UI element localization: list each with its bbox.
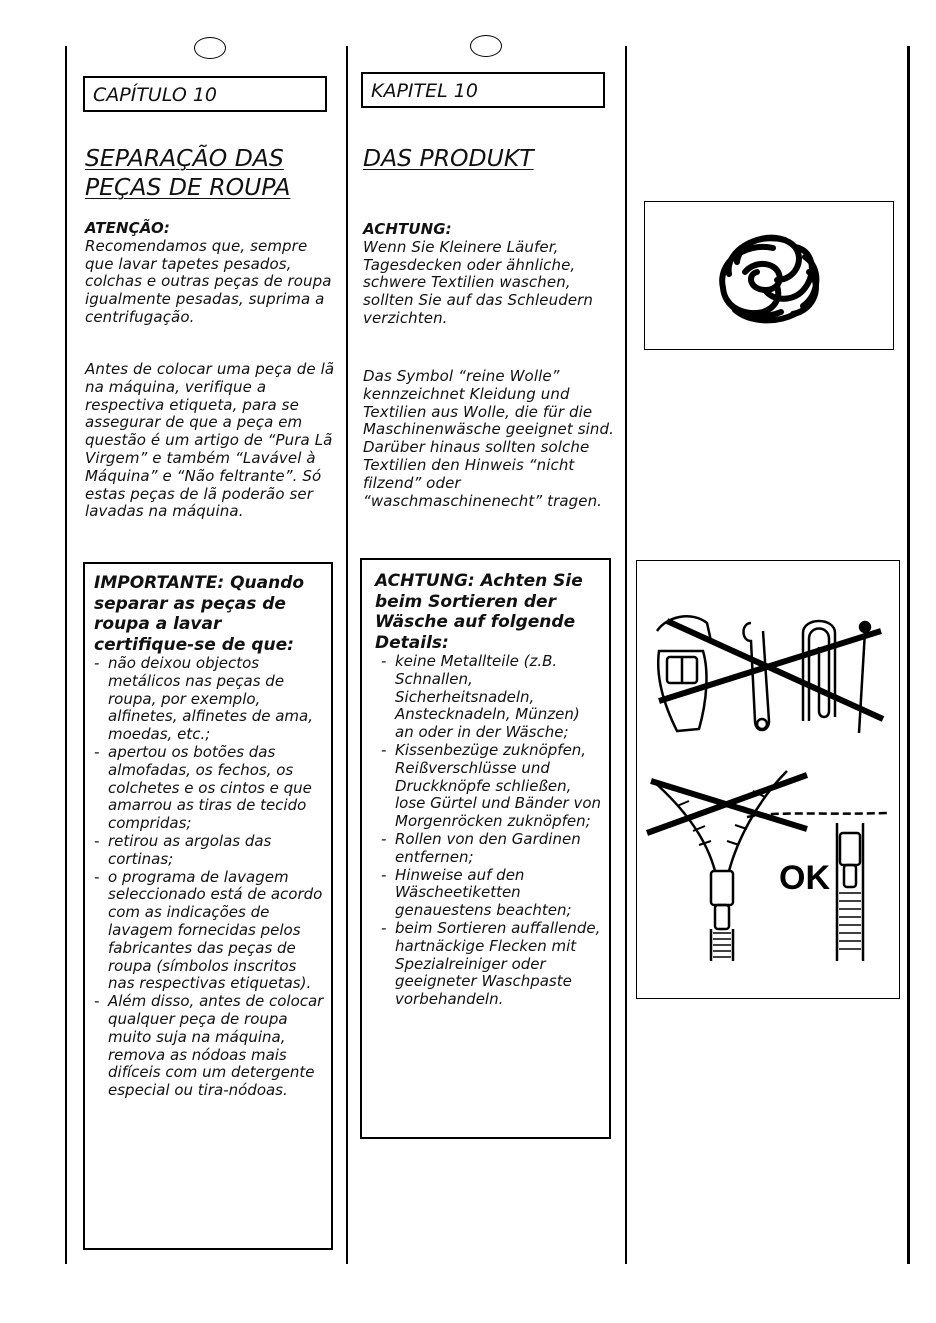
attention-text-de: Wenn Sie Kleinere Läufer, Tagesdecken oder ähnliche, schwere Textilien waschen, sollten Sie auf das Schleudern verzichten.	[363, 237, 594, 327]
important-box-pt	[83, 562, 333, 1250]
chapter-label-de: KAPITEL 10	[361, 72, 605, 108]
achtung-box-de	[360, 558, 611, 1139]
achtung-heading-de: ACHTUNG: Achten Sie beim Sortieren der Wäsche auf folgende Details:	[375, 571, 583, 653]
list-item: - o programa de lavagem seleccionado está de acordo com as indicações de lavagem fornecidas pelos fabricantes das peças de roupa (símbolos inscritos nas respectivas etiquetas).	[94, 867, 323, 993]
section-title-de: DAS PRODUKT	[363, 144, 534, 172]
list-item: - apertou os botões das almofadas, os fechos, os colchetes e os cintos e que amarrou as tiras de tecido compridas;	[94, 742, 312, 833]
list-item: - não deixou objectos metálicos nas peças de roupa, por exemplo, alfinetes, alfinetes de ama, moedas, etc.;	[94, 654, 314, 744]
sorting-illustration-figure	[636, 560, 900, 999]
list-item: - beim Sortieren auffallende, hartnäckige Flecken mit Spezialreiniger oder geeigneter Waschpaste vorbehandeln.	[381, 918, 601, 1009]
wool-paragraph-pt: Antes de colocar uma peça de lã na máquina, verifique a respectiva etiqueta, para se assegurar de que a peça em questão é um artigo de “Pura Lã Virgem” e também “Lavável à Máquina” e “Não feltrante”. Só estas peças de lã poderão ser lavadas na máquina.	[85, 360, 335, 521]
zipper-open-vs-closed-icon	[637, 761, 899, 991]
list-item: - Rollen von den Gardinen entfernen;	[381, 829, 581, 866]
column-divider-right	[625, 46, 627, 1264]
wool-paragraph-de: Das Symbol “reine Wolle” kennzeichnet Kleidung und Textilien aus Wolle, die für die Maschinenwäsche geeignet sind. Darüber hinaus sollten solche Textilien den Hinweis “nicht filzend” oder “waschmaschinenecht” tragen.	[363, 367, 614, 510]
list-item: - Hinweise auf den Wäscheetiketten genauestens beachten;	[381, 865, 572, 920]
attention-text-pt: Recomendamos que, sempre que lavar tapetes pesados, colchas e outras peças de roupa igualmente pesadas, suprima a centrifugação.	[85, 236, 332, 326]
woolmark-icon	[645, 202, 893, 349]
chapter-label-pt: CAPÍTULO 10	[83, 76, 327, 112]
achtung-list-de	[375, 653, 603, 1009]
crossed-out-metal-objects-icon	[637, 561, 899, 761]
section-title-pt-line1: SEPARAÇÃO DAS	[85, 144, 284, 172]
column-divider-middle	[346, 46, 348, 1264]
attention-label-de: ACHTUNG:	[363, 220, 452, 238]
column-divider-edge	[907, 46, 910, 1264]
wool-symbol-figure	[644, 201, 894, 350]
section-title-pt	[85, 144, 290, 202]
attention-label-pt: ATENÇÃO:	[85, 219, 170, 237]
list-item: - Kissenbezüge zuknöpfen, Reißverschlüsse und Druckknöpfe schließen, lose Gürtel und Bänder von Morgenröcken zuknöpfen;	[381, 740, 602, 831]
language-flag-circle-de	[470, 35, 502, 57]
column-divider-left	[65, 46, 67, 1264]
important-heading-pt: IMPORTANTE: Quando separar as peças de roupa a lavar certifique-se de que:	[94, 573, 305, 655]
list-item: - Além disso, antes de colocar qualquer peça de roupa muito suja na máquina, remova as nódoas mais difíceis com um detergente especial ou tira-nódoas.	[94, 992, 324, 1100]
ok-label: OK	[779, 859, 830, 897]
language-flag-circle-pt	[194, 37, 226, 59]
attention-paragraph-pt	[85, 220, 335, 327]
list-item: - retirou as argolas das cortinas;	[94, 831, 272, 868]
important-list-pt	[94, 655, 325, 1100]
list-item: - keine Metallteile (z.B. Schnallen, Sicherheitsnadeln, Anstecknadeln, Münzen) an oder in der Wäsche;	[381, 652, 580, 742]
section-title-pt-line2: PEÇAS DE ROUPA	[85, 173, 291, 201]
attention-paragraph-de	[363, 221, 615, 328]
